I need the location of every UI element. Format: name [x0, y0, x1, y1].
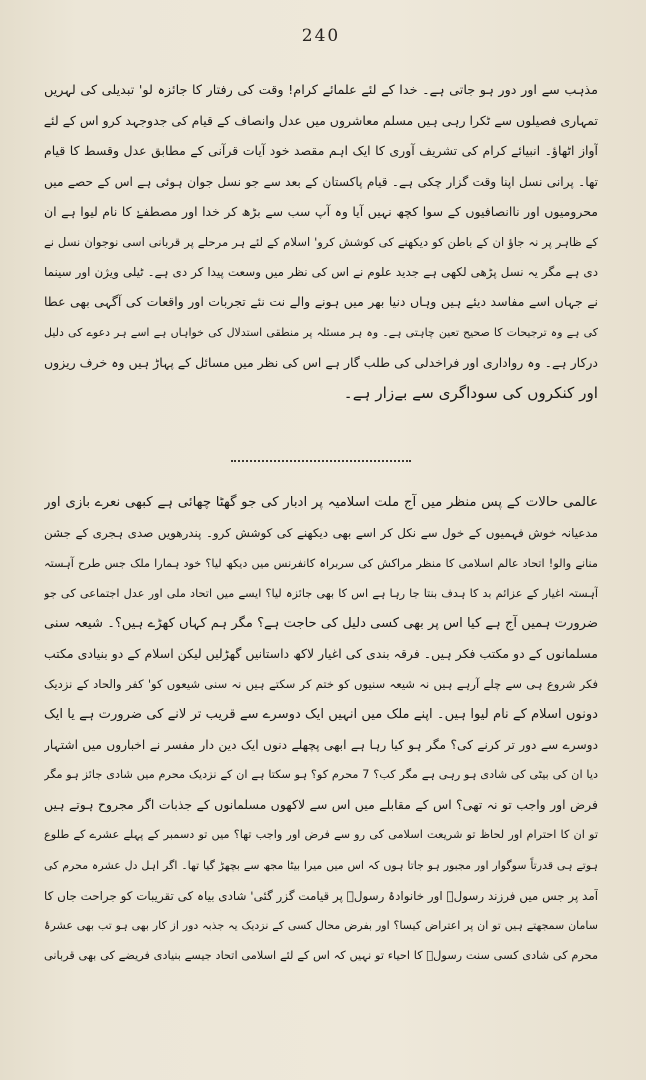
text-line: دوسرے سے دور تر کرنے کی؟ مگر ہو کیا رہا ہے ابھی پچھلے دنوں ایک دین دار مفسر نے اخباروں میں اشتہار [44, 737, 598, 752]
text-line: آہستہ اغیار کے عزائم بد کا ہدف بنتا جا رہا ہے اس کا بھی جائزہ لیا؟ ایسے میں اتحاد ملی اور عدل اجتماعی کی جو [44, 586, 598, 600]
text-line: تو ان کا احترام اور لحاظ تو شریعت اسلامی کی رو سے فرض اور واجب تھا؟ میں تو دسمبر کے پہلے عشرے کے طلوع [44, 828, 598, 842]
page-number: 240 [301, 26, 341, 46]
text-line: مذہب سے اور دور ہو جاتی ہے۔ خدا کے لئے علمائے کرام! وقت کی رفتار کا جائزہ لو' تبدیلی کی لہریں [44, 83, 598, 98]
text-line: ہوتے ہی قدرتاً سوگوار اور مجبور ہو جاتا ہوں کہ اس میں میرا بیٹا مجھ سے بچھڑ گیا تھا۔ اگر اہل دل عشرہ محرم کی [44, 858, 598, 872]
text-line: فرض اور واجب تو نہ تھی؟ اس کے مقابلے میں اس سے لاکھوں مسلمانوں کے جذبات اگر مجروح ہوتے ہیں [44, 797, 598, 813]
paragraph-2 [44, 488, 598, 971]
text-line: اور کنکروں کی سوداگری سے بےزار ہے۔ [343, 384, 598, 403]
text-line: مدعیانہ خوش فہمیوں کے خول سے نکل کر اسے بھی دیکھنے کی کوشش کرو۔ پندرھویں صدی ہجری کے جشن [44, 526, 598, 541]
text-line: عالمی حالات کے پس منظر میں آج ملت اسلامیہ پر ادبار کی جو گھٹا چھائی ہے کبھی نعرے بازی اور [44, 495, 598, 511]
text-line: تمہاری فصیلوں سے ٹکرا رہی ہیں مسلم معاشروں میں عدل وانصاف کے قیام کی جدوجہد کرو اس کے لئے [44, 113, 598, 129]
text-line: سامان سمجھتے ہیں تو ان پر اعتراض کیسا؟ اور بفرض محال کسی کے نزدیک یہ جذبہ دور از کار بھی ہو تب بھی عشرۂ [44, 919, 598, 933]
text-line: دی ہے مگر یہ نسل پڑھی لکھی ہے جدید علوم نے اس کی نظر میں وسعت پیدا کر دی ہے۔ ٹیلی ویژن اور سینما [44, 265, 598, 280]
text-line: فکر شروع ہی سے چلے آرہے ہیں نہ شیعہ سنیوں کو ختم کر سکتے ہیں نہ سنی شیعوں کو' کفر والحاد کے نزدیک [44, 677, 598, 692]
text-line: دونوں اسلام کے نام لیوا ہیں۔ اپنے ملک میں انہیں ایک دوسرے سے قریب تر لانے کی ضرورت ہے یا ایک [44, 706, 598, 722]
text-line: مسلمانوں کے دو مکتب فکر ہیں۔ فرقہ بندی کی اغیار لاکھ داستانیں گھڑلیں لیکن اسلام کے دو بنیادی مکتب [44, 646, 598, 662]
text-line: محرم کی شادی کسی سنت رسولؐ کا احیاء تو نہیں کہ اس کے لئے اسلامی اتحاد جیسے بنیادی فریضے کی بھی قربانی [44, 949, 598, 963]
text-line: درکار ہے۔ وہ رواداری اور فراخدلی کی طلب گار ہے اس کی نظر میں مسائل کے پہاڑ ہیں وہ خرف ریزوں [44, 354, 598, 370]
text-line: نے جہاں اسے مفاسد دیئے ہیں وہاں دنیا بھر میں ہونے والے نت نئے تجربات اور واقعات کی آگہی بھی عطا [44, 294, 598, 310]
text-line: منانے والو! اتحاد عالم اسلامی کا منظر مراکش کی سربراہ کانفرنس میں دیکھ لیا؟ خود ہمارا ملک جس طرح آہستہ [44, 556, 598, 570]
text-line: ضرورت ہمیں آج ہے کیا اس پر بھی کسی دلیل کی حاجت ہے؟ مگر ہم کہاں کھڑے ہیں؟۔ شیعہ سنی [44, 616, 598, 632]
text-line: دیا ان کی بیٹی کی شادی ہو رہی ہے مگر کب؟ 7 محرم کو؟ ہو سکتا ہے ان کے نزدیک محرم میں شادی جائز ہو مگر [44, 768, 598, 782]
section-divider [231, 460, 411, 462]
text-line: تھا۔ پرانی نسل اپنا وقت گزار چکی ہے۔ قیام پاکستان کے بعد سے جو نسل جوان ہوئی ہے اس کے حصے میں [44, 174, 598, 189]
paragraph-1 [44, 76, 598, 408]
text-line: کے ظاہر پر نہ جاؤ ان کے باطن کو دیکھنے کی کوشش کرو' اسلام کے لئے ہر مرحلے پر قربانی اسی نوجوان نسل نے [44, 235, 598, 250]
text-line: آواز اٹھاؤ۔ انبیائے کرام کی تشریف آوری کا ایک اہم مقصد خود آیات قرآنی کے مطابق عدل وقسط کا قیام [44, 143, 598, 159]
text-line: محرومیوں اور ناانصافیوں کے سوا کچھ نہیں آیا وہ آپ سب سے بڑھ کر خدا اور مصطفےٰ کا نام لیوا ہے ان [44, 203, 598, 219]
text-line: کی ہے وہ ترجیحات کا صحیح تعین چاہتی ہے۔ وہ ہر مسئلہ پر منطقی استدلال کی خواہاں ہے اسے ہر دعوے کی دلیل [44, 325, 598, 339]
text-line: آمد پر جس میں فرزند رسولؐ اور خانوادۂ رسولؐ پر قیامت گزر گئی' شادی بیاہ کی تقریبات کو جراحت جاں کا [44, 888, 598, 903]
